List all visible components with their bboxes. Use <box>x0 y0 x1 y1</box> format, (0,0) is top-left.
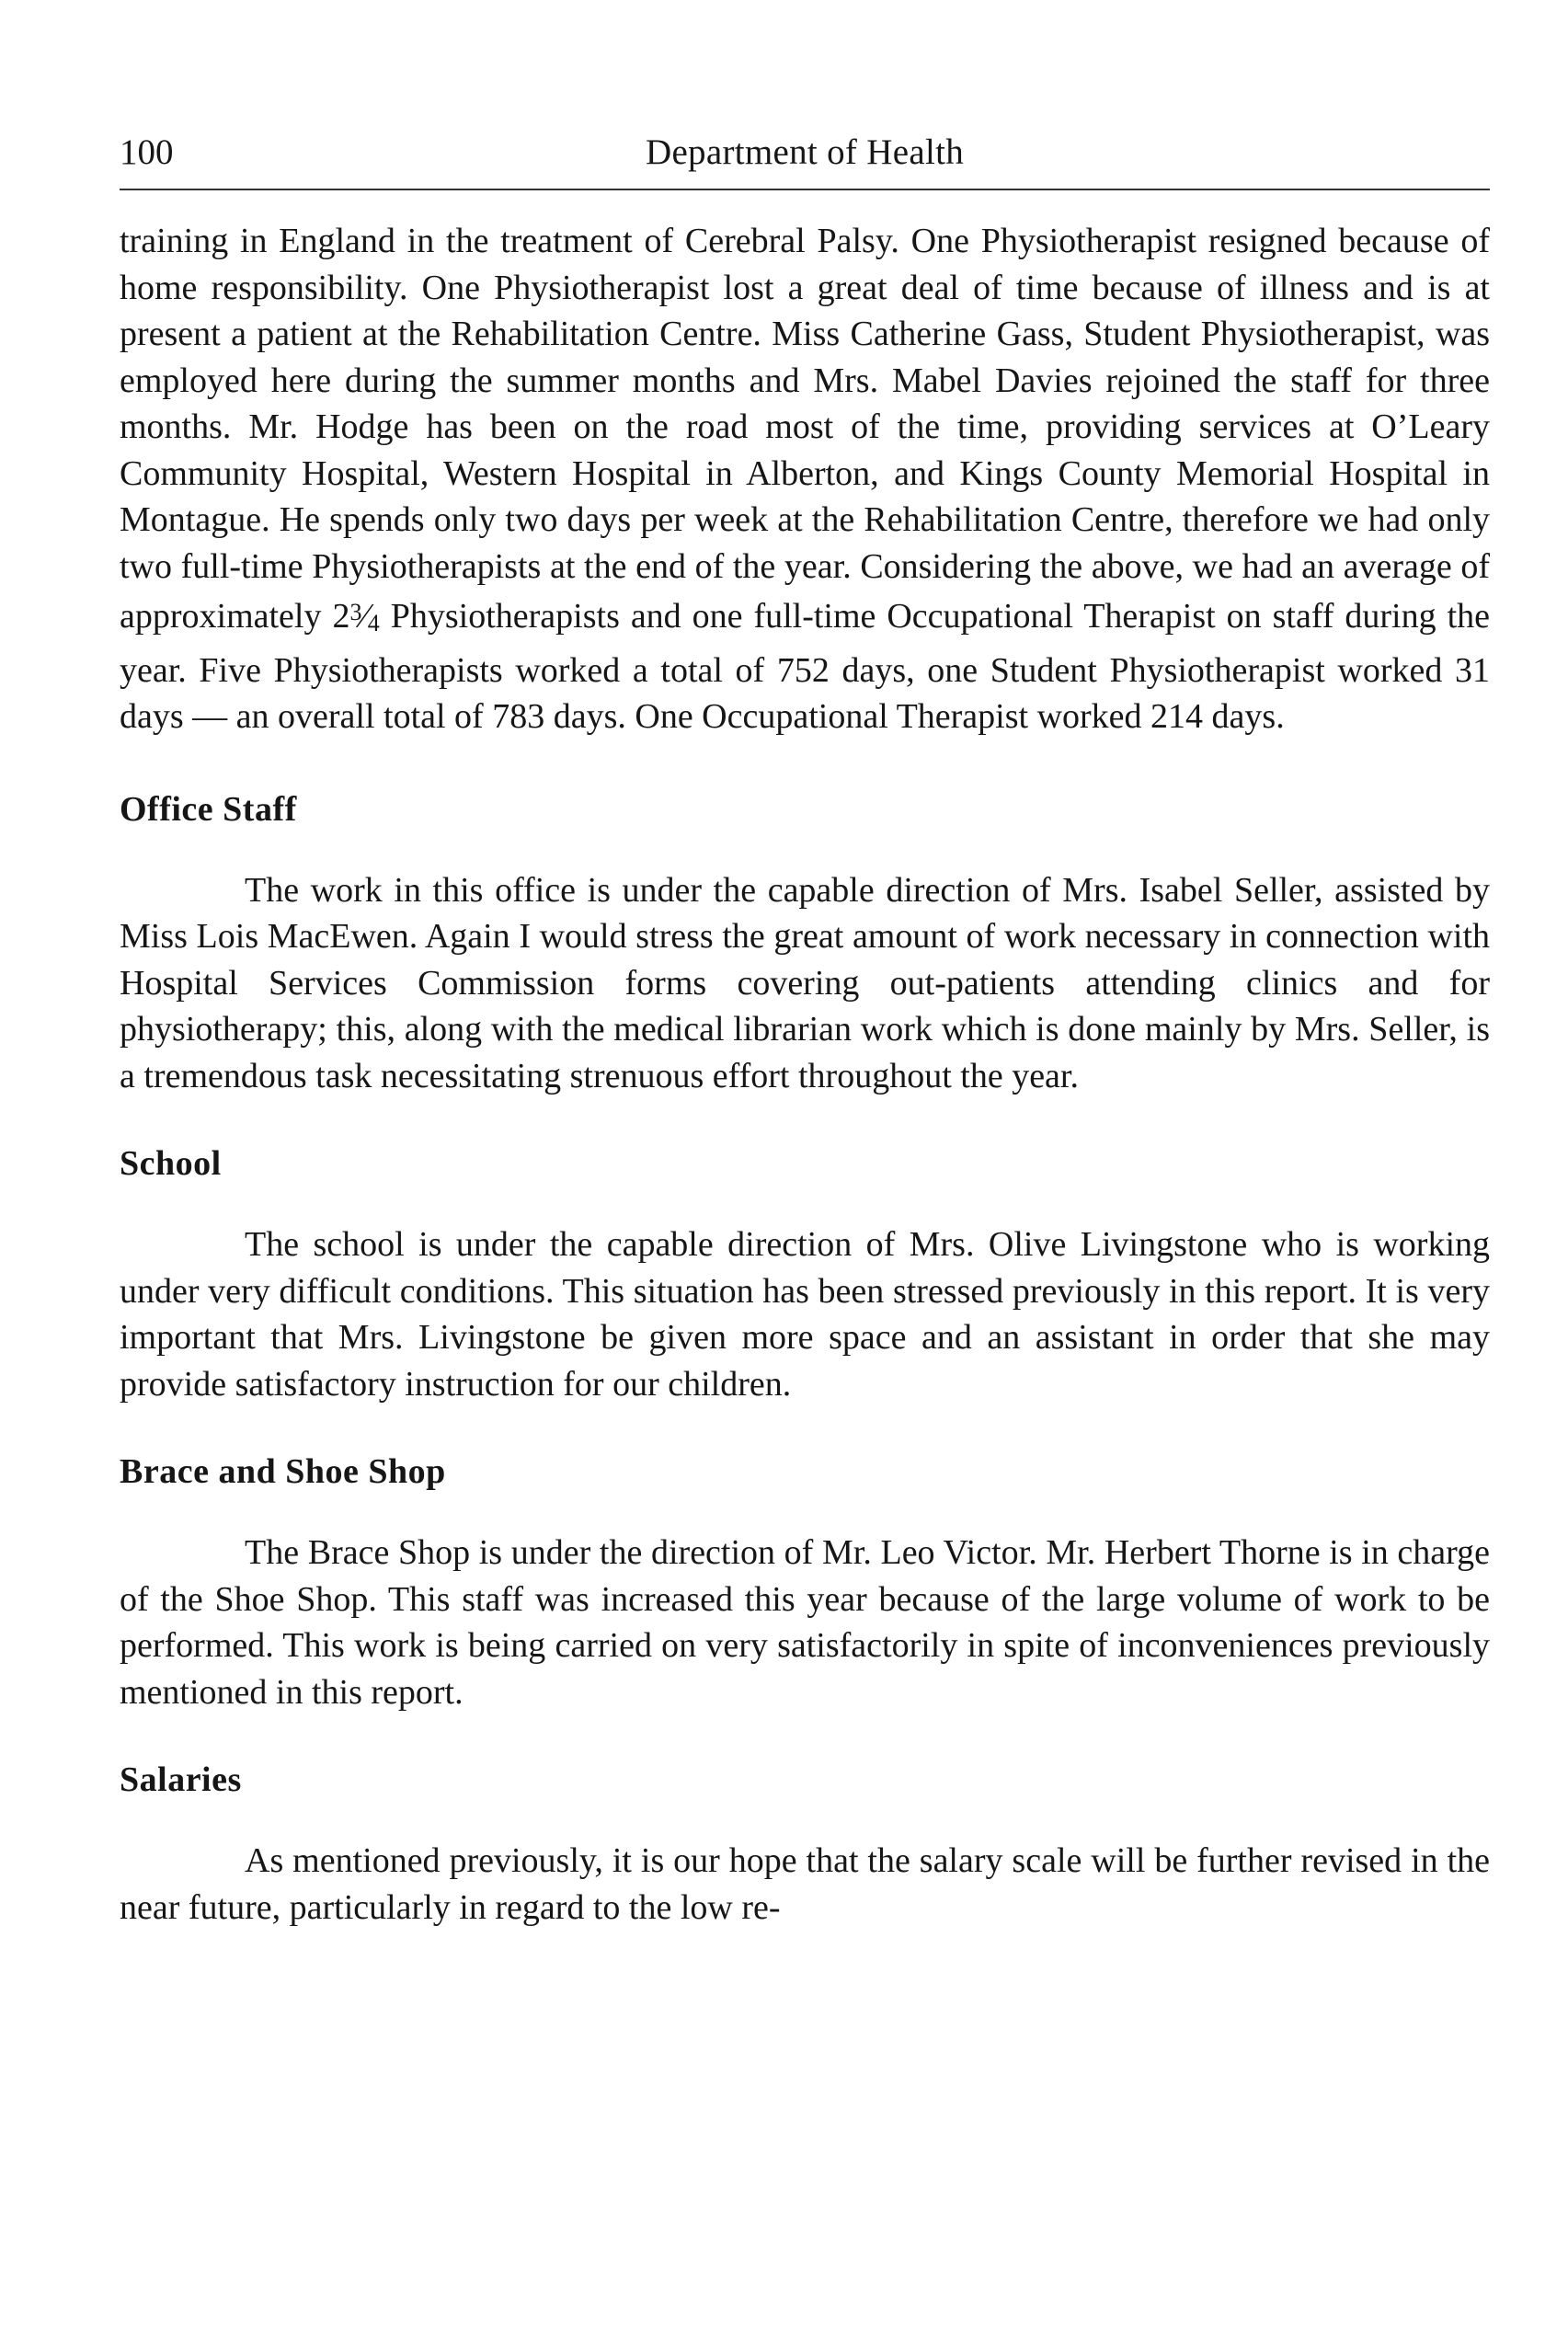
section-heading-school: School <box>120 1144 222 1183</box>
paragraph-text: training in England in the treatment of Cerebral Palsy. One Physiotherapist resigned because of home responsibility. One Physiotherapist lost a great deal of time because of illness and is at present a patient at the Rehabilitation Centre. Miss Catherine Gass, Student Physiotherapist, was employed here during the summer months and Mrs. Mabel Davies rejoined the staff for three months. Mr. Hodge has been on the road most of the time, providing services at O’Leary Community Hospital, Western Hospital in Alberton, and Kings County Memorial Hospital in Montague. He spends only two days per week at the Rehabilitation Centre, therefore we had only two full-time Physiotherapists at the end of the year. Considering the above, we had an average of approximately <box>120 222 1490 636</box>
paragraph-physiotherapy-staff <box>120 218 1490 740</box>
section-heading-office-staff: Office Staff <box>120 789 297 829</box>
body-text <box>120 218 1490 1931</box>
section-heading-salaries: Salaries <box>120 1760 242 1799</box>
header-rule <box>120 189 1490 190</box>
fraction-numerator: 3 <box>349 599 362 625</box>
running-head <box>120 129 1490 177</box>
fraction-denominator: 4 <box>367 610 380 636</box>
fraction-two-and-three-quarters: $2^3⁄4$ <box>332 597 380 636</box>
paragraph-salaries: As mentioned previously, it is our hope that the salary scale will be further revised in the near future, particularly in regard to the low re- <box>120 1841 1490 1927</box>
paragraph-office-staff: The work in this office is under the capable direction of Mrs. Isabel Seller, assisted by Miss Lois MacEwen. Again I would stress the great amount of work necessary in connection with Hospital Services Commission forms covering out-patients attending clinics and for physiotherapy; this, along with the medical librarian work which is done mainly by Mrs. Seller, is a tremendous task necessitating strenuous effort throughout the year. <box>120 870 1490 1095</box>
page-number: 100 <box>120 132 174 172</box>
paragraph-school: The school is under the capable direction of Mrs. Olive Livingstone who is working under very difficult conditions. This situation has been stressed previously in this report. It is very important that Mrs. Livingstone be given more space and an assistant in order that she may provide satisfactory instruction for our children. <box>120 1225 1490 1404</box>
paragraph-brace-and-shoe-shop: The Brace Shop is under the direction of Mr. Leo Victor. Mr. Herbert Thorne is in charge of the Shoe Shop. This staff was increased this year because of the large volume of work to be performed. This work is being carried on very satisfactorily in spite of inconveniences previously mentioned in this report. <box>120 1533 1490 1712</box>
fraction-whole: 2 <box>332 597 350 636</box>
running-title: Department of Health <box>645 132 965 172</box>
paragraph-text-continued: Physiotherapists and one full-time Occupational Therapist on staff during the year. Five Physiotherapists worked a total of 752 days, one Student Physiotherapist worked 31 days — an overall total of 783 days. One Occupational Therapist worked 214 days. <box>120 597 1490 736</box>
section-heading-brace-and-shoe-shop: Brace and Shoe Shop <box>120 1452 446 1491</box>
